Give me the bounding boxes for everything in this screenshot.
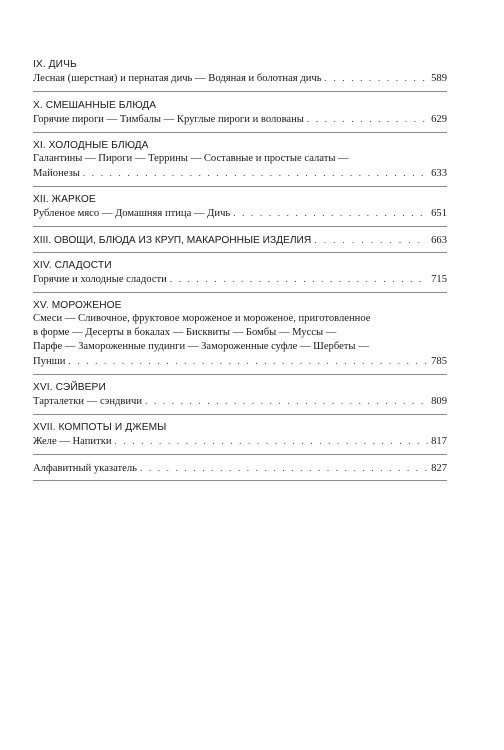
toc-section-x: [33, 99, 447, 136]
toc-section-xv: [33, 299, 447, 378]
toc-entry: [33, 354, 447, 369]
dot-leader: [325, 71, 429, 85]
entry-text: Рубленое мясо — Домашняя птица — Дичь: [33, 208, 231, 219]
dot-leader: [115, 434, 429, 448]
chapter-title: XVI. СЭЙВЕРИ: [33, 382, 106, 393]
dot-leader: [170, 272, 428, 286]
toc-section-xiii: [33, 233, 447, 256]
page-number: 633: [431, 168, 447, 179]
page-number: 629: [431, 114, 447, 125]
entry-text: Лесная (шерстная) и пернатая дичь — Водяная и болотная дичь: [33, 73, 322, 84]
page-number: 809: [431, 396, 447, 407]
page-number: 785: [431, 356, 447, 367]
entry-line: Галантины — Пироги — Террины — Составные и простые салаты —: [33, 153, 349, 164]
toc-entry: [33, 434, 447, 449]
page-number: 817: [431, 436, 447, 447]
toc-entry: [33, 461, 447, 476]
dot-leader: [83, 166, 428, 180]
toc-entry: [33, 394, 447, 409]
toc-entry: [33, 71, 447, 86]
toc-section-ix: [33, 58, 447, 95]
dot-leader: [233, 206, 428, 220]
divider: [33, 454, 447, 455]
chapter-title: X. СМЕШАННЫЕ БЛЮДА: [33, 100, 157, 111]
entry-text: Алфавитный указатель: [33, 463, 137, 474]
chapter-title: XI. ХОЛОДНЫЕ БЛЮДА: [33, 140, 149, 151]
toc-entry: [33, 206, 447, 221]
divider: [33, 226, 447, 227]
chapter-title: XIII. ОВОЩИ, БЛЮДА ИЗ КРУП, МАКАРОННЫЕ ИЗДЕЛИЯ: [33, 235, 312, 246]
dot-leader: [68, 354, 428, 368]
divider: [33, 414, 447, 415]
divider: [33, 292, 447, 293]
entry-text: Тарталетки — сэндвичи: [33, 396, 143, 407]
divider: [33, 480, 447, 481]
dot-leader: [307, 112, 428, 126]
chapter-title: IX. ДИЧЬ: [33, 59, 77, 70]
chapter-title: XII. ЖАРКОЕ: [33, 194, 96, 205]
divider: [33, 186, 447, 187]
entry-text: Горячие пироги — Тимбалы — Круглые пироги и волованы: [33, 114, 304, 125]
entry-text: Пунши: [33, 356, 66, 367]
toc-section-xii: [33, 193, 447, 230]
entry-text: Желе — Напитки: [33, 436, 112, 447]
divider: [33, 374, 447, 375]
toc-section-xvi: [33, 381, 447, 418]
toc-entry: [33, 233, 447, 248]
page-number: 715: [431, 274, 447, 285]
toc-entry: [33, 272, 447, 287]
chapter-title: XIV. СЛАДОСТИ: [33, 260, 112, 271]
toc-section-xiv: [33, 259, 447, 296]
table-of-contents: [33, 58, 447, 484]
toc-entry: [33, 166, 447, 181]
toc-section-index: [33, 461, 447, 484]
divider: [33, 91, 447, 92]
page-number: 827: [431, 463, 447, 474]
dot-leader: [145, 394, 428, 408]
divider: [33, 252, 447, 253]
toc-entry: [33, 112, 447, 127]
page-number: 651: [431, 208, 447, 219]
entry-line: Парфе — Замороженные пудинги — Замороженные суфле — Шербеты —: [33, 341, 369, 352]
divider: [33, 132, 447, 133]
chapter-title: XVII. КОМПОТЫ И ДЖЕМЫ: [33, 422, 167, 433]
toc-section-xvii: [33, 421, 447, 458]
chapter-title: XV. МОРОЖЕНОЕ: [33, 300, 122, 311]
entry-line: в форме — Десерты в бокалах — Бисквиты — Бомбы — Муссы —: [33, 327, 337, 338]
toc-section-xi: [33, 139, 447, 190]
dot-leader: [314, 233, 428, 247]
dot-leader: [140, 461, 428, 475]
page-number: 589: [431, 73, 447, 84]
entry-text: Майонезы: [33, 168, 80, 179]
entry-text: Горячие и холодные сладости: [33, 274, 167, 285]
entry-line: Смеси — Сливочное, фруктовое мороженое и мороженое, приготовленное: [33, 313, 371, 324]
page-number: 663: [431, 235, 447, 246]
